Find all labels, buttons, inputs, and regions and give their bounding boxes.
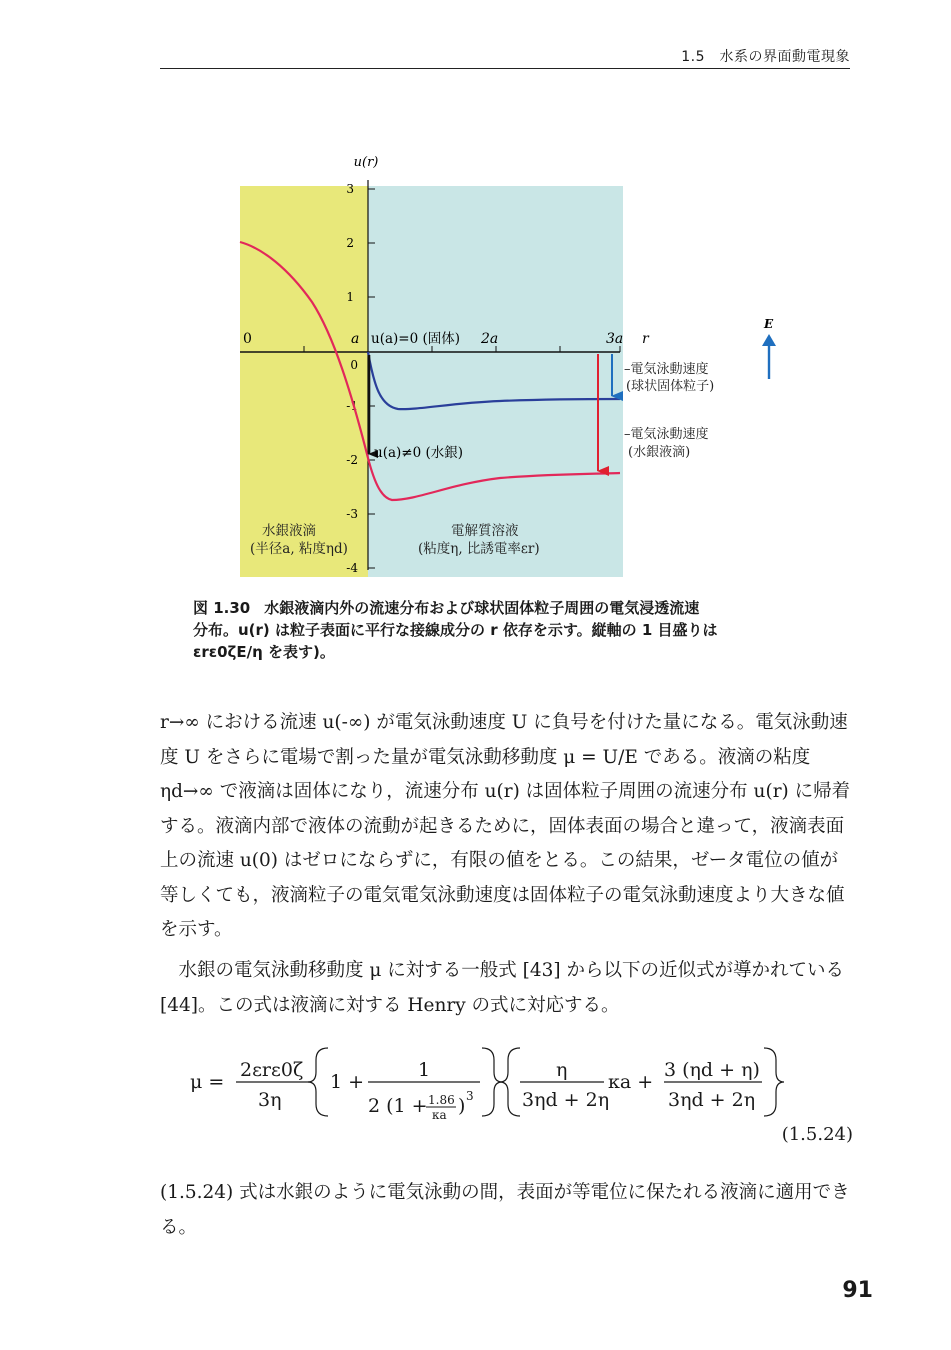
paragraph-3: (1.5.24) 式は水銀のように電気泳動の間，表面が等電位に保たれる液滴に適用できる。 xyxy=(160,1182,850,1238)
eq-ka-plus: κa + xyxy=(608,1071,654,1093)
eq-small-den: κa xyxy=(432,1108,447,1122)
field-arrow-head xyxy=(762,334,776,346)
eq-term1-den: 3ηd + 2η xyxy=(522,1089,610,1111)
paragraph-1: r→∞ における流速 u(-∞) が電気泳動速度 U に負号を付けた量になる。電気泳動速度 U をさらに電場で割った量が電気泳動移動度 μ = U/E である。液滴の粘度 ηd→∞ で液滴は固体になり，流速分布 u(r) は固体粒子周囲の流速分布 u(r) に帰着する。液滴内部で液体の流動が起きるために，固体表面の場合と違って，液滴表面上の流速 u(0) はゼロにならずに，有限の値をとる。この結果，ゼータ電位の値が等しくても，液滴粒子の電気電気泳動速度は固体粒子の電気泳動速度より大きな値を示す。 xyxy=(160,712,851,940)
blue-label-line1: –電気泳動速度 xyxy=(624,362,709,377)
y-axis-label: u(r) xyxy=(353,155,379,170)
eq-frac-den-a: 2 (1 + xyxy=(368,1095,428,1117)
eq-mu: μ = xyxy=(190,1071,225,1093)
solution-region-label1: 電解質溶液 xyxy=(451,523,519,539)
x-label-r: r xyxy=(642,331,649,347)
y-tick-label: -2 xyxy=(346,453,358,467)
red-label-line1: –電気泳動速度 xyxy=(624,427,709,442)
eq-term1-num: η xyxy=(556,1059,568,1081)
eq-frac-num: 1 xyxy=(418,1059,431,1081)
page-number: 91 xyxy=(842,1278,873,1303)
eq-prefactor-num: 2εrε0ζ xyxy=(240,1059,304,1081)
red-label-line2: (水銀液滴) xyxy=(628,445,691,460)
x-label-3a: 3a xyxy=(606,331,624,347)
figure-number: 図 1.30 xyxy=(193,599,251,617)
solution-region-label2: (粘度η, 比誘電率εr) xyxy=(418,541,540,557)
x-label-a: a xyxy=(351,331,360,347)
annotation-solid: u(a)=0 (固体) xyxy=(371,331,461,347)
blue-label-line2: (球状固体粒子) xyxy=(626,379,715,394)
solution-region xyxy=(368,186,623,577)
y-tick-label: 0 xyxy=(350,358,358,372)
running-title: 1.5 水系の界面動電現象 xyxy=(681,49,850,65)
caption-line2: 分布。u(r) は粒子表面に平行な接線成分の r 依存を示す。縦軸の 1 目盛りは xyxy=(193,621,718,639)
figure-caption xyxy=(193,597,833,663)
y-tick-label: 1 xyxy=(346,290,354,304)
y-tick-label: -1 xyxy=(346,399,358,413)
x-label-2a: 2a xyxy=(481,331,499,347)
velocity-labels xyxy=(624,361,714,460)
y-tick-label: 3 xyxy=(346,182,354,196)
eq-frac-den-b: ) xyxy=(458,1095,466,1117)
paragraph-2: 水銀の電気泳動移動度 μ に対する一般式 [43] から以下の近似式が導かれている [44]。この式は液滴に対する Henry の式に対応する。 xyxy=(160,960,845,1016)
mercury-region-label1: 水銀液滴 xyxy=(262,523,316,539)
annotation-mercury: u(a)≠0 (水銀) xyxy=(374,445,464,461)
mercury-region-label2: (半径a, 粘度ηd) xyxy=(250,541,348,557)
caption-line3: εrε0ζE/η を表す)。 xyxy=(193,643,335,661)
eq-term2-den: 3ηd + 2η xyxy=(668,1089,756,1111)
eq-small-num: 1.86 xyxy=(428,1093,455,1107)
y-tick-label: -3 xyxy=(346,507,358,521)
eq-prefactor-den: 3η xyxy=(258,1089,282,1111)
eq-term2-num: 3 (ηd + η) xyxy=(664,1059,760,1081)
field-label: E xyxy=(764,317,774,331)
x-label-zero: 0 xyxy=(243,331,252,347)
equation-1-5-24 xyxy=(190,1042,790,1122)
eq-one-plus: 1 + xyxy=(330,1071,365,1093)
equation-number: (1.5.24) xyxy=(781,1124,853,1145)
caption-line1: 水銀液滴内外の流速分布および球状固体粒子周囲の電気浸透流速 xyxy=(264,599,700,617)
y-tick-label: 2 xyxy=(346,236,354,250)
eq-cube: 3 xyxy=(466,1089,474,1103)
y-tick-label: -4 xyxy=(346,561,358,575)
